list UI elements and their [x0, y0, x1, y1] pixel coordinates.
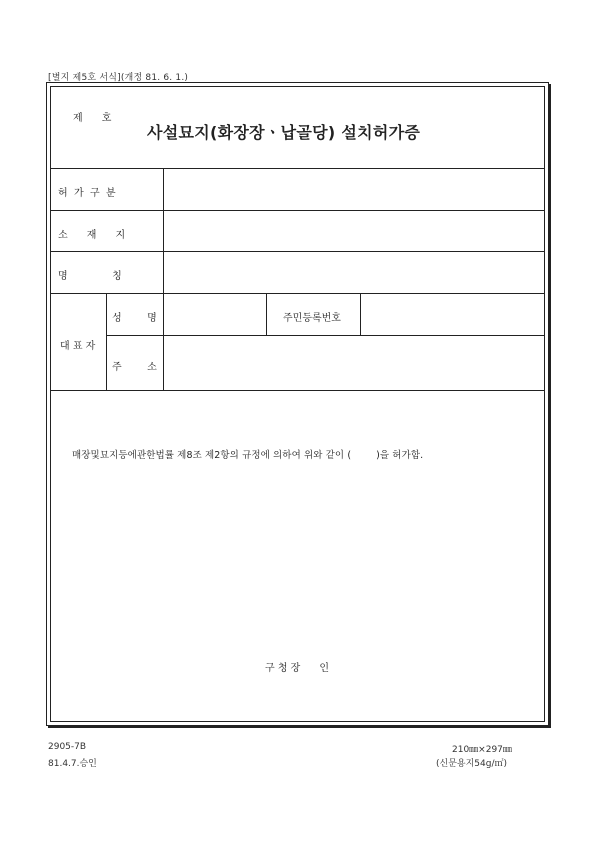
permit-statement: 매장및묘지등에관한법률 제8조 제2항의 규정에 의하여 위와 같이 ( )을 허가함. — [72, 450, 424, 461]
form-header-note: [별지 제5호 서식](개정 81. 6. 1.) — [48, 73, 189, 83]
permit-type-label: 허 가 구 분 — [58, 188, 116, 199]
name-field[interactable] — [164, 252, 544, 293]
resident-number-label: 주민등록번호 — [283, 313, 341, 324]
representative-label: 대 표 자 — [60, 341, 96, 352]
representative-column-divider — [106, 293, 107, 390]
signer-line: 구 청 장 인 — [265, 663, 330, 674]
name-label: 명 칭 — [58, 271, 122, 282]
permit-number-label: 제 호 — [73, 113, 112, 124]
permit-form-inner — [50, 86, 545, 722]
approval-note: 81.4.7.승인 — [48, 759, 97, 769]
paper-type: (신문용지54g/㎡) — [436, 759, 507, 769]
location-label: 소 재 지 — [58, 230, 126, 241]
form-code: 2905-7B — [48, 742, 87, 752]
permit-type-field[interactable] — [164, 169, 544, 210]
representative-name-label: 성 명 — [112, 313, 157, 324]
row-divider — [51, 390, 544, 391]
representative-name-field[interactable] — [164, 294, 266, 335]
name-field-divider — [266, 293, 267, 335]
location-field[interactable] — [164, 211, 544, 251]
resident-number-field[interactable] — [361, 294, 544, 335]
form-title: 사설묘지(화장장ㆍ납골당) 설치허가증 — [147, 123, 421, 142]
representative-address-field[interactable] — [164, 336, 544, 390]
paper-size: 210㎜×297㎜ — [452, 745, 512, 755]
representative-address-label: 주 소 — [112, 362, 157, 373]
permit-form — [46, 82, 549, 726]
